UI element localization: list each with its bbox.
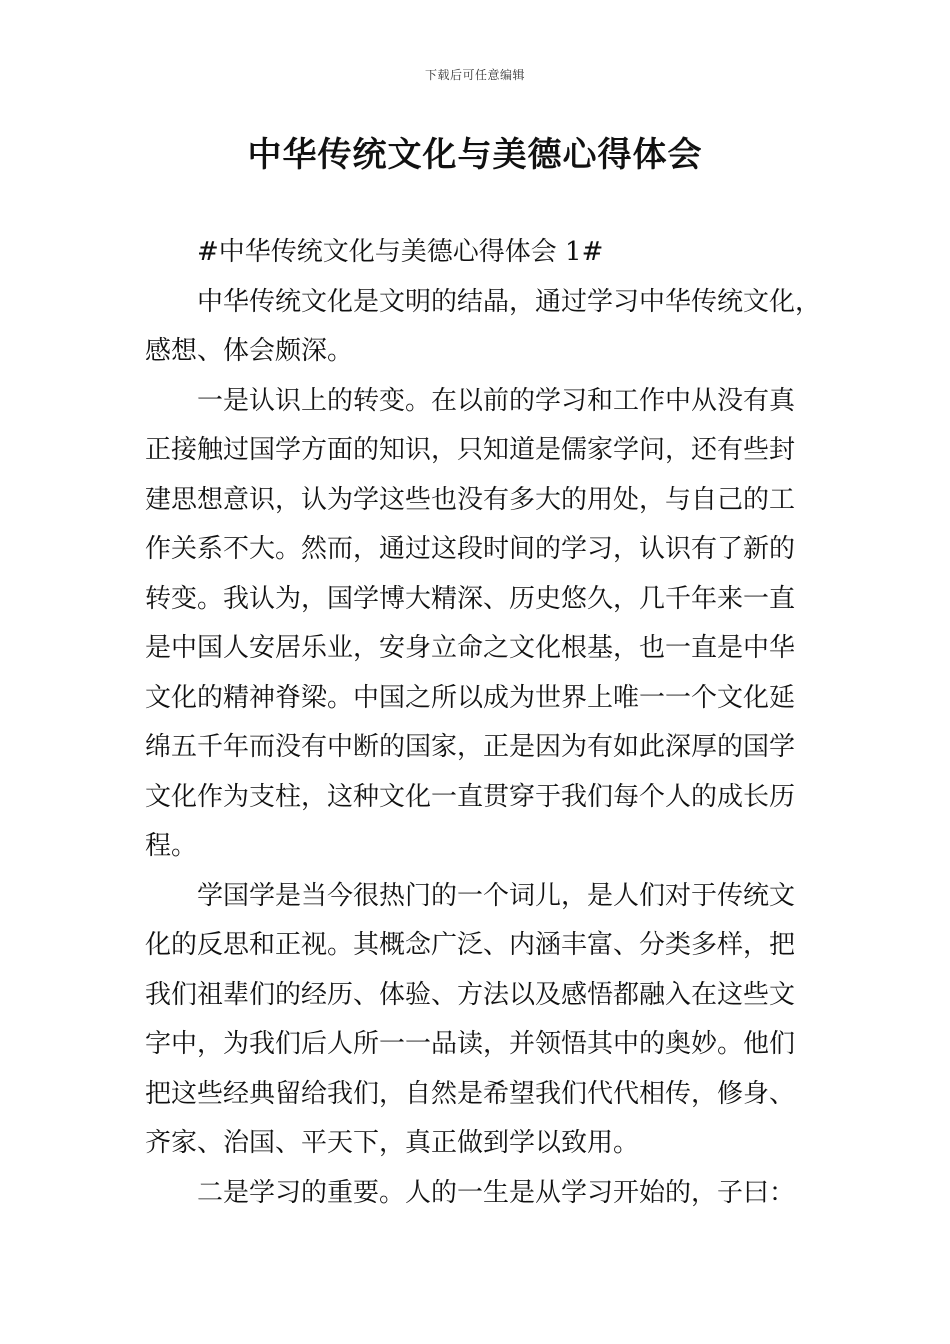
paragraph-cognition-change xyxy=(145,377,825,872)
text-line: 感想、体会颇深。 xyxy=(145,336,354,366)
document-body xyxy=(145,228,825,1218)
text-line: 中华传统文化是文明的结晶，通过学习中华传统文化， xyxy=(197,286,822,317)
section-heading xyxy=(145,228,825,278)
text-line: 文化作为支柱，这种文化一直贯穿于我们每个人的成长历 xyxy=(145,781,796,812)
text-line: 字中，为我们后人所一一品读，并领悟其中的奥妙。他们 xyxy=(145,1029,796,1059)
text-line: 我们祖辈们的经历、体验、方法以及感悟都融入在这些文 xyxy=(145,979,796,1010)
text-line: 是中国人安居乐业，安身立命之文化根基，也一直是中华 xyxy=(145,633,796,663)
paragraph-intro xyxy=(145,278,825,377)
header-note: 下载后可任意编辑 xyxy=(424,68,525,82)
page-title: 中华传统文化与美德心得体会 xyxy=(247,135,703,175)
text-line: 齐家、治国、平天下，真正做到学以致用。 xyxy=(145,1128,640,1158)
text-line: 转变。我认为，国学博大精深、历史悠久，几千年来一直 xyxy=(145,583,796,614)
text-line: 学国学是当今很热门的一个词儿，是人们对于传统文 xyxy=(197,880,796,911)
text-line: 一是认识上的转变。在以前的学习和工作中从没有真 xyxy=(197,385,796,416)
text-line: 程。 xyxy=(145,831,198,861)
paragraph-guoxue xyxy=(145,872,825,1169)
text-line: 建思想意识，认为学这些也没有多大的用处，与自己的工 xyxy=(145,484,796,515)
text-line: 作关系不大。然而，通过这段时间的学习，认识有了新的 xyxy=(145,534,796,564)
text-line: 绵五千年而没有中断的国家，正是因为有如此深厚的国学 xyxy=(145,732,796,762)
text-line: 正接触过国学方面的知识，只知道是儒家学问，还有些封 xyxy=(145,435,796,465)
text-line: 把这些经典留给我们，自然是希望我们代代相传，修身、 xyxy=(145,1078,796,1109)
text-line: 二是学习的重要。人的一生是从学习开始的，子曰： xyxy=(197,1177,796,1208)
text-line: #中华传统文化与美德心得体会 1# xyxy=(197,237,604,267)
text-line: 化的反思和正视。其概念广泛、内涵丰富、分类多样，把 xyxy=(145,930,796,960)
text-line: 文化的精神脊梁。中国之所以成为世界上唯一一个文化延 xyxy=(145,682,796,713)
paragraph-learning-importance xyxy=(145,1169,825,1219)
